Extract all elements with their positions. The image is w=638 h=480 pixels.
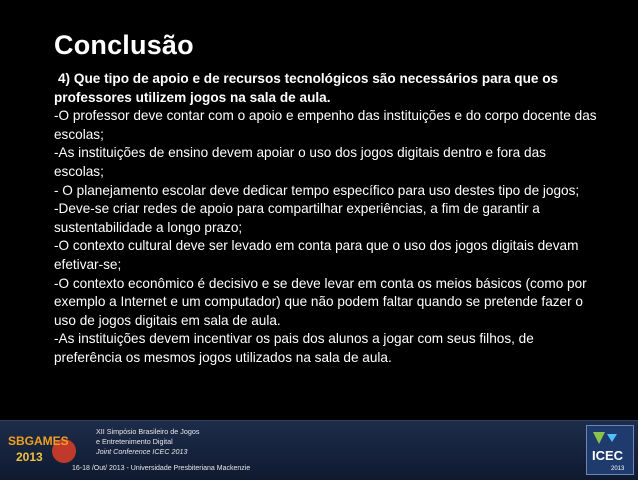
answer-item: -Deve-se criar redes de apoio para compartilhar experiências, a fim de garantir a sustentabilidade a longo prazo; bbox=[54, 201, 540, 235]
sbgames-logo bbox=[6, 429, 84, 467]
answer-item: -As instituições de ensino devem apoiar o uso dos jogos digitais dentro e fora das escolas; bbox=[54, 145, 546, 179]
conference-info bbox=[96, 427, 199, 457]
answer-item: -O contexto econômico é decisivo e se deve levar em conta os meios básicos (como por exemplo a Internet e um computador) que não podem faltar quando se pretende fazer o uso de jogos digitais em sala de aula. bbox=[54, 275, 587, 328]
question bbox=[54, 70, 599, 107]
icec-logo-text: ICEC bbox=[592, 448, 624, 463]
question-number: 4) bbox=[58, 71, 71, 86]
conference-line3: Joint Conference ICEC 2013 bbox=[96, 447, 188, 456]
conference-dates: 16-18 /Out/ 2013 - Universidade Presbiteriana Mackenzie bbox=[72, 465, 251, 472]
answer-item: -O contexto cultural deve ser levado em conta para que o uso dos jogos digitais devam efetivar-se; bbox=[54, 238, 579, 272]
answer-item: -O professor deve contar com o apoio e empenho das instituições e do corpo docente das escolas; bbox=[54, 108, 597, 142]
slide-title: Conclusão bbox=[54, 30, 194, 60]
icec-logo-year: 2013 bbox=[611, 466, 625, 472]
icec-logo bbox=[586, 425, 634, 475]
sbgames-logo-text: SBGAMES bbox=[8, 434, 69, 448]
conference-line2: e Entretenimento Digital bbox=[96, 437, 173, 446]
answer-item: - O planejamento escolar deve dedicar tempo específico para uso destes tipo de jogos; bbox=[54, 182, 580, 198]
slide-body bbox=[54, 70, 599, 368]
question-text: Que tipo de apoio e de recursos tecnológicos são necessários para que os professores utilizem jogos na sala de aula. bbox=[54, 71, 559, 105]
answer-item: -As instituições devem incentivar os pais dos alunos a jogar com seus filhos, de preferência os mesmos jogos utilizados na sala de aula. bbox=[54, 331, 534, 365]
footer-banner bbox=[0, 420, 638, 480]
sbgames-logo-year: 2013 bbox=[16, 450, 43, 464]
conference-line1: XII Simpósio Brasileiro de Jogos bbox=[96, 427, 200, 436]
